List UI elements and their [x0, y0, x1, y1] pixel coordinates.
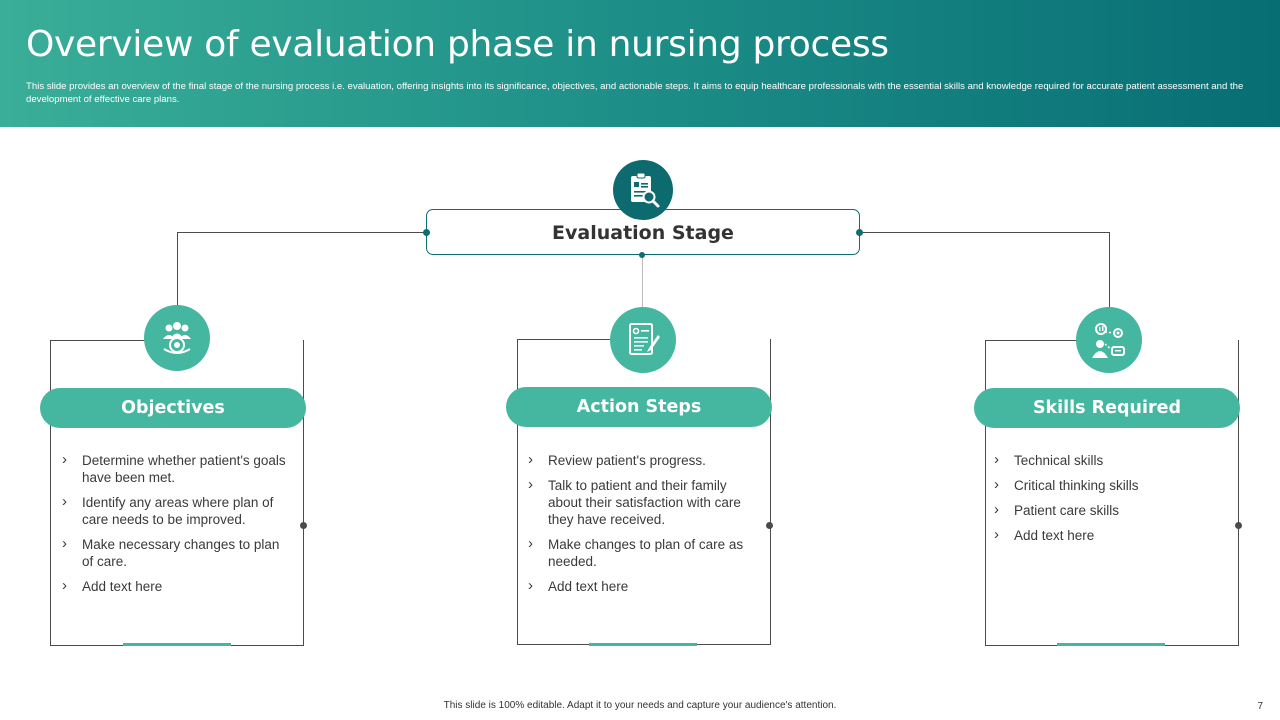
list-item: › Add text here [994, 527, 1226, 544]
skills-required-heading: Skills Required [974, 388, 1240, 428]
connector-dot [300, 522, 307, 529]
objectives-list [62, 452, 294, 603]
connector-left-horizontal [177, 232, 427, 233]
connector-right-horizontal [859, 232, 1110, 233]
connector-dot [766, 522, 773, 529]
footer-note: This slide is 100% editable. Adapt it to your needs and capture your audience's attention. [443, 700, 837, 711]
card-accent-bar [1057, 643, 1165, 646]
list-item: › Determine whether patient's goals have been met. [62, 452, 294, 486]
connector-dot [423, 229, 430, 236]
evaluation-stage-label: Evaluation Stage [552, 222, 734, 244]
list-item: › Make necessary changes to plan of care. [62, 536, 294, 570]
skills-required-list [994, 452, 1226, 552]
clipboard-magnifier-icon [613, 160, 673, 220]
list-item: › Talk to patient and their family about their satisfaction with care they have received. [528, 477, 760, 528]
connector-dot [856, 229, 863, 236]
header-banner [0, 0, 1280, 127]
connector-right-vertical [1109, 232, 1110, 308]
list-item: › Technical skills [994, 452, 1226, 469]
list-item: › Review patient's progress. [528, 452, 760, 469]
checklist-pen-icon [610, 307, 676, 373]
page-number: 7 [1257, 701, 1263, 712]
card-top-line [50, 340, 145, 341]
card-accent-bar [123, 643, 231, 646]
slide-title: Overview of evaluation phase in nursing process [26, 24, 889, 65]
team-target-icon [144, 305, 210, 371]
objectives-heading: Objectives [40, 388, 306, 428]
person-skills-icon [1076, 307, 1142, 373]
connector-center-vertical [642, 255, 643, 310]
card-top-line [985, 340, 1078, 341]
connector-left-vertical [177, 232, 178, 306]
list-item: › Make changes to plan of care as needed. [528, 536, 760, 570]
action-steps-heading: Action Steps [506, 387, 772, 427]
slide-subtitle: This slide provides an overview of the final stage of the nursing process i.e. evaluation, offering insights into its significance, objectives, and actionable steps. It aims to equip healthcare professionals with the essential skills and knowledge required for accurate patient assessment and the development of effective care plans. [26, 81, 1244, 105]
card-accent-bar [589, 643, 697, 646]
list-item: › Critical thinking skills [994, 477, 1226, 494]
list-item: › Identify any areas where plan of care needs to be improved. [62, 494, 294, 528]
list-item: › Add text here [62, 578, 294, 595]
connector-dot [639, 252, 645, 258]
list-item: › Patient care skills [994, 502, 1226, 519]
list-item: › Add text here [528, 578, 760, 595]
connector-dot [1235, 522, 1242, 529]
card-top-line [517, 339, 612, 340]
action-steps-list [528, 452, 760, 603]
